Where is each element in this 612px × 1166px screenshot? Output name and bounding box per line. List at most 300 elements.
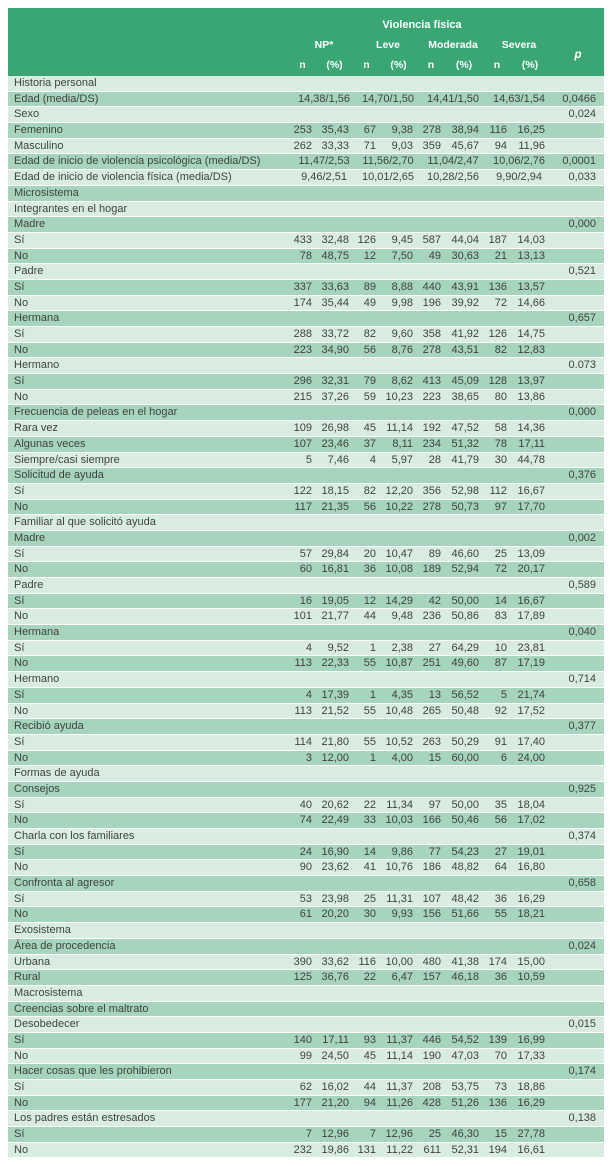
table-row	[8, 609, 604, 625]
row-label: Hacer cosas que les prohibieron	[8, 1064, 292, 1080]
cell-pct: 24,00	[514, 750, 552, 766]
cell-pct: 11,34	[383, 797, 420, 813]
cell-n: 278	[420, 123, 448, 139]
table-row	[8, 91, 604, 107]
cell-n: 74	[292, 813, 319, 829]
cell-mean: 9,90/2,94	[486, 170, 552, 186]
cell-pct: 16,29	[514, 891, 552, 907]
cell-p	[552, 734, 604, 750]
row-label: Sí	[8, 891, 292, 907]
table-row	[8, 1017, 604, 1033]
cell-p: 0,657	[552, 311, 604, 327]
cell-pct: 48,82	[448, 860, 486, 876]
cell-pct: 4,35	[383, 687, 420, 703]
row-label: Sí	[8, 797, 292, 813]
cell-n: 14	[486, 593, 514, 609]
cell-n: 56	[356, 499, 383, 515]
cell-n: 356	[420, 483, 448, 499]
cell-n: 25	[486, 546, 514, 562]
row-label: Recibió ayuda	[8, 719, 292, 735]
cell-n: 73	[486, 1080, 514, 1096]
cell-n: 22	[356, 797, 383, 813]
cell-n: 82	[356, 483, 383, 499]
row-label: Integrantes en el hogar	[8, 201, 292, 217]
cell-n: 56	[356, 342, 383, 358]
row-label: No	[8, 499, 292, 515]
table-row	[8, 279, 604, 295]
cell-pct: 33,62	[319, 954, 356, 970]
cell-n: 6	[486, 750, 514, 766]
cell-pct: 11,22	[383, 1142, 420, 1158]
cell-pct: 35,44	[319, 295, 356, 311]
cell-p: 0,000	[552, 217, 604, 233]
table-row	[8, 311, 604, 327]
row-label: No	[8, 1142, 292, 1158]
table-row	[8, 405, 604, 421]
header-spacer	[8, 55, 292, 76]
table-row	[8, 1001, 604, 1017]
cell-pct: 9,48	[383, 609, 420, 625]
col-group-severa: Severa	[486, 36, 552, 55]
row-label: Familiar al que solicitó ayuda	[8, 515, 292, 531]
table-row	[8, 154, 604, 170]
table-row	[8, 515, 604, 531]
cell-pct: 23,62	[319, 860, 356, 876]
table-row	[8, 860, 604, 876]
cell-empty	[292, 625, 552, 641]
cell-n: 278	[420, 499, 448, 515]
cell-n: 78	[292, 248, 319, 264]
cell-n: 71	[356, 138, 383, 154]
table-row	[8, 170, 604, 186]
row-label: Edad (media/DS)	[8, 91, 292, 107]
cell-pct: 17,52	[514, 703, 552, 719]
cell-n: 20	[356, 546, 383, 562]
cell-n: 37	[356, 436, 383, 452]
cell-pct: 54,23	[448, 844, 486, 860]
cell-empty	[292, 217, 552, 233]
cell-mean: 14,38/1,56	[292, 91, 356, 107]
cell-pct: 18,21	[514, 907, 552, 923]
cell-pct: 11,96	[514, 138, 552, 154]
table-row	[8, 844, 604, 860]
cell-n: 70	[486, 1048, 514, 1064]
table-row	[8, 248, 604, 264]
table-row	[8, 264, 604, 280]
cell-pct: 26,98	[319, 421, 356, 437]
cell-n: 99	[292, 1048, 319, 1064]
cell-p	[552, 891, 604, 907]
table-row	[8, 295, 604, 311]
row-label: Sí	[8, 687, 292, 703]
cell-mean: 11,56/2,70	[356, 154, 420, 170]
cell-pct: 19,86	[319, 1142, 356, 1158]
table-row	[8, 421, 604, 437]
cell-pct: 10,59	[514, 970, 552, 986]
cell-pct: 10,03	[383, 813, 420, 829]
cell-pct: 20,62	[319, 797, 356, 813]
cell-n: 77	[420, 844, 448, 860]
cell-n: 42	[420, 593, 448, 609]
table-title: Violencia física	[292, 8, 552, 36]
cell-n: 337	[292, 279, 319, 295]
cell-p	[552, 609, 604, 625]
table-row	[8, 656, 604, 672]
table-header	[8, 8, 604, 76]
header-spacer	[552, 8, 604, 36]
cell-p	[552, 1095, 604, 1111]
cell-pct: 51,26	[448, 1095, 486, 1111]
cell-n: 93	[356, 1032, 383, 1048]
row-label: No	[8, 703, 292, 719]
col-n: n	[292, 55, 319, 76]
cell-pct: 38,94	[448, 123, 486, 139]
table-row	[8, 1127, 604, 1143]
cell-n: 428	[420, 1095, 448, 1111]
cell-n: 41	[356, 860, 383, 876]
cell-p	[552, 1080, 604, 1096]
cell-pct: 44,04	[448, 232, 486, 248]
cell-pct: 9,52	[319, 640, 356, 656]
cell-n: 215	[292, 389, 319, 405]
cell-n: 174	[486, 954, 514, 970]
table-row	[8, 436, 604, 452]
cell-n: 44	[356, 609, 383, 625]
cell-pct: 17,40	[514, 734, 552, 750]
cell-n: 25	[420, 1127, 448, 1143]
cell-n: 136	[486, 1095, 514, 1111]
row-label: Algunas veces	[8, 436, 292, 452]
table-row	[8, 813, 604, 829]
col-n: n	[420, 55, 448, 76]
cell-pct: 10,22	[383, 499, 420, 515]
cell-mean: 9,46/2,51	[292, 170, 356, 186]
cell-empty	[292, 264, 552, 280]
cell-n: 53	[292, 891, 319, 907]
cell-n: 72	[486, 295, 514, 311]
cell-n: 433	[292, 232, 319, 248]
cell-pct: 35,43	[319, 123, 356, 139]
table-row	[8, 1080, 604, 1096]
cell-n: 14	[356, 844, 383, 860]
cell-pct: 7,50	[383, 248, 420, 264]
cell-pct: 50,46	[448, 813, 486, 829]
cell-empty	[292, 107, 552, 123]
row-label: Sí	[8, 1032, 292, 1048]
cell-n: 89	[420, 546, 448, 562]
col-n: n	[356, 55, 383, 76]
row-label: Madre	[8, 217, 292, 233]
table-row	[8, 138, 604, 154]
cell-p	[552, 687, 604, 703]
cell-n: 4	[292, 687, 319, 703]
cell-pct: 6,47	[383, 970, 420, 986]
row-label: No	[8, 609, 292, 625]
cell-empty	[292, 405, 552, 421]
cell-pct: 41,38	[448, 954, 486, 970]
cell-pct: 33,72	[319, 327, 356, 343]
cell-n: 413	[420, 374, 448, 390]
cell-pct: 14,29	[383, 593, 420, 609]
cell-n: 49	[420, 248, 448, 264]
cell-p: 0,015	[552, 1017, 604, 1033]
cell-pct: 9,38	[383, 123, 420, 139]
cell-p	[552, 562, 604, 578]
cell-n: 92	[486, 703, 514, 719]
row-label: Hermana	[8, 625, 292, 641]
cell-n: 97	[486, 499, 514, 515]
row-label: Sí	[8, 1080, 292, 1096]
header-sub-row	[8, 55, 604, 76]
cell-pct: 64,29	[448, 640, 486, 656]
table-row	[8, 546, 604, 562]
cell-pct: 52,94	[448, 562, 486, 578]
table-row	[8, 625, 604, 641]
cell-p	[552, 201, 604, 217]
table-row	[8, 703, 604, 719]
cell-pct: 9,45	[383, 232, 420, 248]
cell-n: 440	[420, 279, 448, 295]
row-label: Sí	[8, 734, 292, 750]
cell-n: 59	[356, 389, 383, 405]
table-row	[8, 483, 604, 499]
cell-empty	[292, 876, 552, 892]
row-label: No	[8, 907, 292, 923]
cell-pct: 9,03	[383, 138, 420, 154]
table-row	[8, 452, 604, 468]
table-row	[8, 1095, 604, 1111]
cell-empty	[292, 781, 552, 797]
table-row	[8, 687, 604, 703]
table-row	[8, 201, 604, 217]
cell-pct: 20,20	[319, 907, 356, 923]
cell-pct: 43,91	[448, 279, 486, 295]
cell-n: 78	[486, 436, 514, 452]
cell-mean: 14,41/1,50	[420, 91, 486, 107]
cell-p: 0,024	[552, 938, 604, 954]
cell-pct: 14,66	[514, 295, 552, 311]
row-label: Sí	[8, 1127, 292, 1143]
cell-n: 114	[292, 734, 319, 750]
row-label: Solicitud de ayuda	[8, 468, 292, 484]
cell-pct: 60,00	[448, 750, 486, 766]
cell-empty	[292, 938, 552, 954]
cell-p	[552, 546, 604, 562]
cell-n: 30	[356, 907, 383, 923]
cell-n: 89	[356, 279, 383, 295]
cell-pct: 46,60	[448, 546, 486, 562]
cell-pct: 13,97	[514, 374, 552, 390]
cell-empty	[292, 1017, 552, 1033]
col-pct: (%)	[383, 55, 420, 76]
cell-n: 97	[420, 797, 448, 813]
cell-p	[552, 389, 604, 405]
cell-pct: 17,70	[514, 499, 552, 515]
table-row	[8, 1064, 604, 1080]
cell-pct: 11,37	[383, 1032, 420, 1048]
cell-pct: 51,66	[448, 907, 486, 923]
cell-n: 1	[356, 640, 383, 656]
row-label: Hermano	[8, 358, 292, 374]
cell-pct: 9,98	[383, 295, 420, 311]
cell-pct: 47,52	[448, 421, 486, 437]
table-row	[8, 374, 604, 390]
table-row	[8, 797, 604, 813]
table-row	[8, 876, 604, 892]
cell-pct: 16,81	[319, 562, 356, 578]
cell-mean: 10,01/2,65	[356, 170, 420, 186]
cell-empty	[292, 923, 552, 939]
col-n: n	[486, 55, 514, 76]
cell-pct: 32,31	[319, 374, 356, 390]
cell-pct: 53,75	[448, 1080, 486, 1096]
cell-pct: 16,99	[514, 1032, 552, 1048]
cell-pct: 13,86	[514, 389, 552, 405]
cell-empty	[292, 766, 552, 782]
cell-pct: 7,46	[319, 452, 356, 468]
cell-pct: 14,75	[514, 327, 552, 343]
row-label: No	[8, 248, 292, 264]
cell-pct: 20,17	[514, 562, 552, 578]
cell-n: 112	[486, 483, 514, 499]
cell-p	[552, 1048, 604, 1064]
cell-p: 0,374	[552, 829, 604, 845]
cell-pct: 23,46	[319, 436, 356, 452]
table-row	[8, 468, 604, 484]
cell-n: 27	[486, 844, 514, 860]
cell-n: 5	[486, 687, 514, 703]
cell-pct: 50,86	[448, 609, 486, 625]
cell-n: 13	[420, 687, 448, 703]
row-label: Área de procedencia	[8, 938, 292, 954]
table-row	[8, 1142, 604, 1158]
cell-pct: 47,03	[448, 1048, 486, 1064]
cell-n: 113	[292, 703, 319, 719]
cell-p: 0,033	[552, 170, 604, 186]
cell-pct: 15,00	[514, 954, 552, 970]
cell-pct: 16,61	[514, 1142, 552, 1158]
row-label: Los padres están estresados	[8, 1111, 292, 1127]
cell-n: 446	[420, 1032, 448, 1048]
row-label: Edad de inicio de violencia psicológica (media/DS)	[8, 154, 292, 170]
cell-n: 251	[420, 656, 448, 672]
cell-n: 22	[356, 970, 383, 986]
cell-p	[552, 295, 604, 311]
cell-n: 187	[486, 232, 514, 248]
cell-p	[552, 248, 604, 264]
cell-pct: 21,77	[319, 609, 356, 625]
col-pct: (%)	[514, 55, 552, 76]
cell-n: 107	[292, 436, 319, 452]
cell-mean: 11,47/2,53	[292, 154, 356, 170]
cell-p	[552, 923, 604, 939]
cell-pct: 13,13	[514, 248, 552, 264]
cell-n: 15	[420, 750, 448, 766]
cell-n: 186	[420, 860, 448, 876]
row-label: Exosistema	[8, 923, 292, 939]
cell-p: 0.073	[552, 358, 604, 374]
row-label: No	[8, 295, 292, 311]
cell-pct: 21,74	[514, 687, 552, 703]
row-label: Confronta al agresor	[8, 876, 292, 892]
cell-pct: 50,48	[448, 703, 486, 719]
cell-pct: 17,39	[319, 687, 356, 703]
cell-empty	[292, 1064, 552, 1080]
cell-n: 131	[356, 1142, 383, 1158]
row-label: Sí	[8, 232, 292, 248]
table-row	[8, 891, 604, 907]
cell-p	[552, 593, 604, 609]
cell-n: 61	[292, 907, 319, 923]
table-row	[8, 562, 604, 578]
cell-pct: 21,52	[319, 703, 356, 719]
cell-n: 21	[486, 248, 514, 264]
cell-pct: 18,86	[514, 1080, 552, 1096]
cell-pct: 34,90	[319, 342, 356, 358]
cell-n: 4	[356, 452, 383, 468]
cell-n: 58	[486, 421, 514, 437]
cell-pct: 8,88	[383, 279, 420, 295]
row-label: No	[8, 342, 292, 358]
cell-pct: 10,23	[383, 389, 420, 405]
cell-p: 0,925	[552, 781, 604, 797]
row-label: Edad de inicio de violencia física (media/DS)	[8, 170, 292, 186]
row-label: No	[8, 1048, 292, 1064]
cell-pct: 27,78	[514, 1127, 552, 1143]
cell-pct: 9,93	[383, 907, 420, 923]
cell-pct: 16,90	[319, 844, 356, 860]
cell-n: 194	[486, 1142, 514, 1158]
cell-n: 223	[420, 389, 448, 405]
cell-pct: 11,14	[383, 1048, 420, 1064]
cell-pct: 48,42	[448, 891, 486, 907]
cell-pct: 11,14	[383, 421, 420, 437]
cell-p	[552, 185, 604, 201]
cell-n: 36	[486, 891, 514, 907]
cell-n: 40	[292, 797, 319, 813]
table-row	[8, 954, 604, 970]
table-row	[8, 389, 604, 405]
table-row	[8, 672, 604, 688]
row-label: Sí	[8, 546, 292, 562]
cell-n: 12	[356, 248, 383, 264]
cell-pct: 19,01	[514, 844, 552, 860]
cell-pct: 37,26	[319, 389, 356, 405]
row-label: Siempre/casi siempre	[8, 452, 292, 468]
cell-n: 234	[420, 436, 448, 452]
cell-empty	[292, 985, 552, 1001]
cell-n: 12	[356, 593, 383, 609]
cell-n: 136	[486, 279, 514, 295]
cell-n: 80	[486, 389, 514, 405]
table-row	[8, 123, 604, 139]
row-label: Madre	[8, 530, 292, 546]
cell-p	[552, 656, 604, 672]
cell-n: 45	[356, 1048, 383, 1064]
cell-n: 223	[292, 342, 319, 358]
cell-n: 1	[356, 687, 383, 703]
cell-p: 0,521	[552, 264, 604, 280]
table-row	[8, 185, 604, 201]
cell-n: 232	[292, 1142, 319, 1158]
cell-pct: 48,75	[319, 248, 356, 264]
cell-p	[552, 123, 604, 139]
col-group-leve: Leve	[356, 36, 420, 55]
cell-n: 196	[420, 295, 448, 311]
cell-empty	[292, 829, 552, 845]
cell-pct: 17,89	[514, 609, 552, 625]
cell-n: 189	[420, 562, 448, 578]
